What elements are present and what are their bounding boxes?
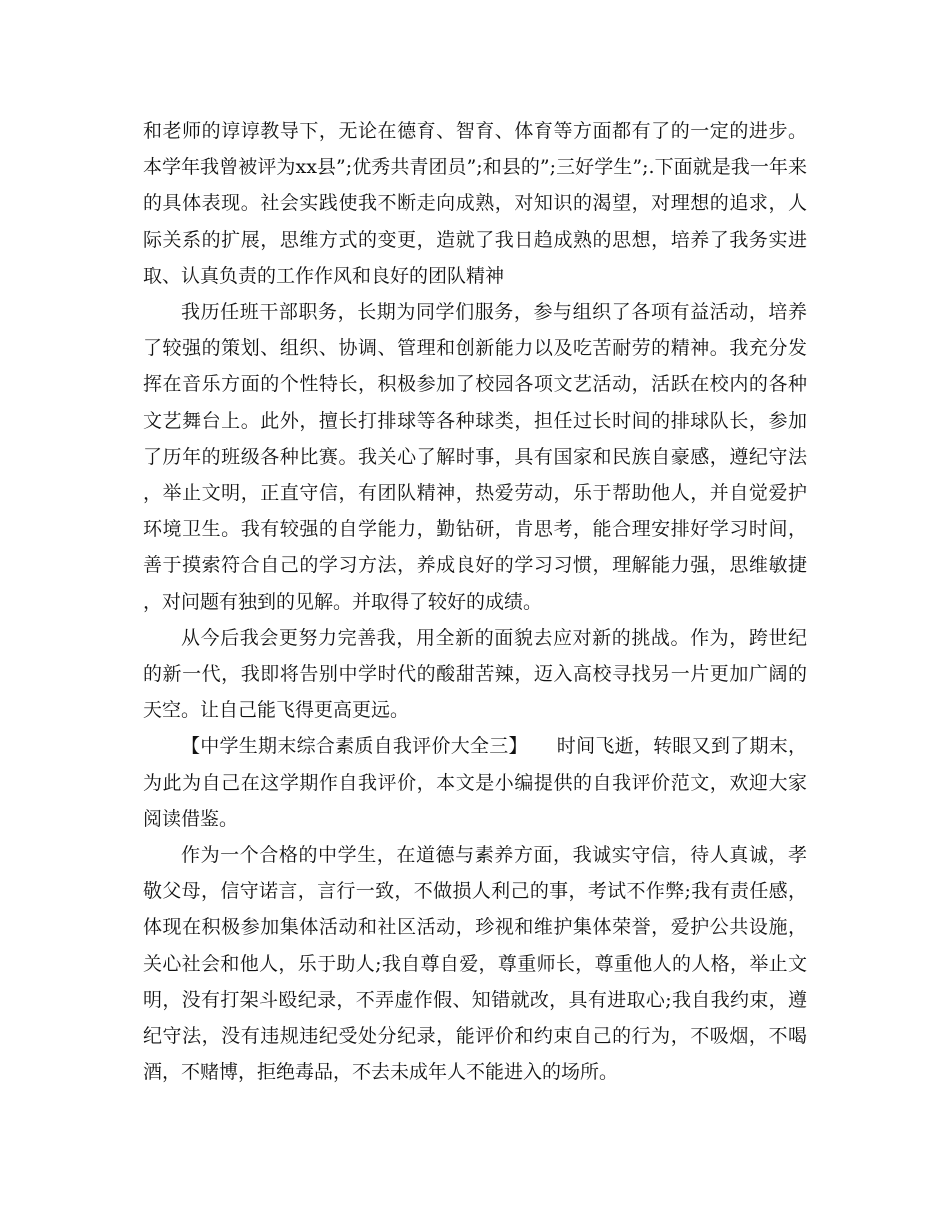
- document-body: [143, 113, 807, 1090]
- paragraph-2: 我历任班干部职务，长期为同学们服务，参与组织了各项有益活动，培养了较强的策划、组织、协调、管理和创新能力以及吃苦耐劳的精神。我充分发挥在音乐方面的个性特长，积极参加了校园各项文艺活动，活跃在校内的各种文艺舞台上。此外，擅长打排球等各种球类，担任过长时间的排球队长，参加了历年的班级各种比赛。我关心了解时事，具有国家和民族自豪感，遵纪守法，举止文明，正直守信，有团队精神，热爱劳动，乐于帮助他人，并自觉爱护环境卫生。我有较强的自学能力，勤钻研，肯思考，能合理安排好学习时间，善于摸索符合自己的学习方法，养成良好的学习习惯，理解能力强，思维敏捷，对问题有独到的见解。并取得了较好的成绩。: [143, 301, 807, 613]
- paragraph-4: 【中学生期末综合素质自我评价大全三】 时间飞逝，转眼又到了期末，为此为自己在这学期作自我评价，本文是小编提供的自我评价范文，欢迎大家阅读借鉴。: [143, 735, 807, 830]
- paragraph-1: 和老师的谆谆教导下，无论在德育、智育、体育等方面都有了的一定的进步。本学年我曾被评为xx县”;优秀共青团员”;和县的”;三好学生”;.下面就是我一年来的具体表现。社会实践使我不断走向成熟，对知识的渴望，对理想的追求，人际关系的扩展，思维方式的变更，造就了我日趋成熟的思想，培养了我务实进取、认真负责的工作作风和良好的团队精神: [143, 120, 807, 287]
- paragraph-3: 从今后我会更努力完善我，用全新的面貌去应对新的挑战。作为，跨世纪的新一代，我即将告别中学时代的酸甜苦辣，迈入高校寻找另一片更加广阔的天空。让自己能飞得更高更远。: [143, 626, 807, 722]
- paragraph-5: 作为一个合格的中学生，在道德与素养方面，我诚实守信，待人真诚，孝敬父母，信守诺言，言行一致，不做损人利己的事，考试不作弊;我有责任感，体现在积极参加集体活动和社区活动，珍视和维护集体荣誉，爱护公共设施，关心社会和他人，乐于助人;我自尊自爱，尊重师长，尊重他人的人格，举止文明，没有打架斗殴纪录，不弄虚作假、知错就改，具有进取心;我自我约束，遵纪守法，没有违规违纪受处分纪录，能评价和约束自己的行为，不吸烟，不喝酒，不赌博，拒绝毒品，不去未成年人不能进入的场所。: [143, 844, 807, 1084]
